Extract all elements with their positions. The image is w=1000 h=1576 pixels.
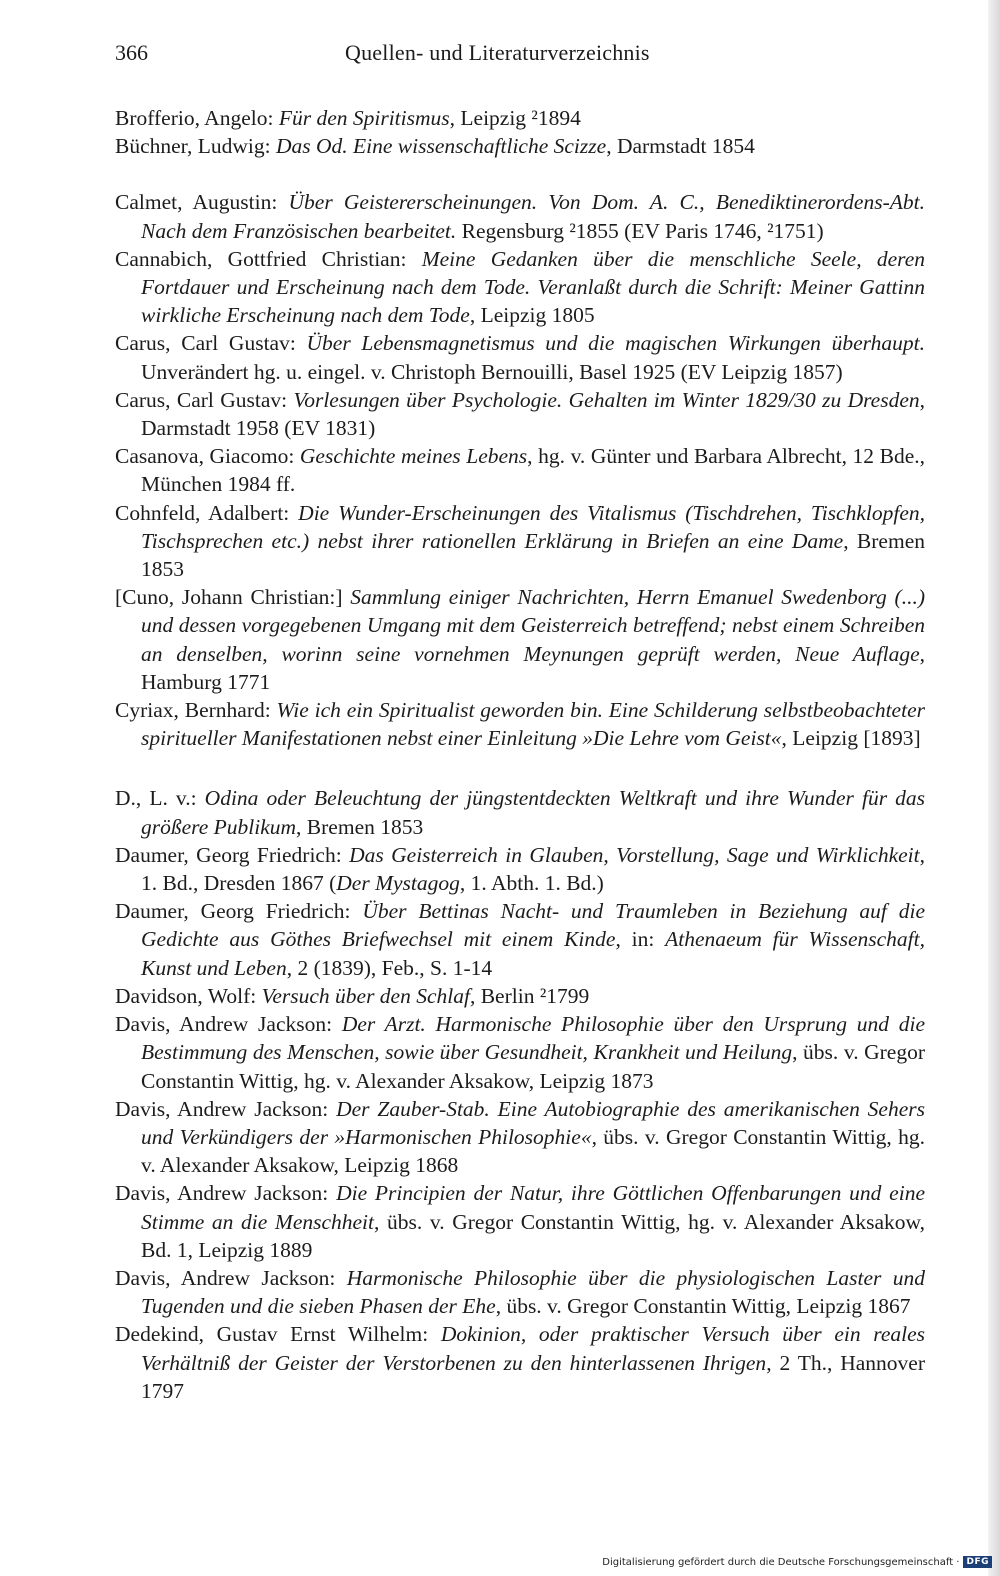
- entry-text: , 2 Th., Hannover 1797: [141, 1350, 925, 1403]
- entry-text: D., L. v.:: [115, 786, 205, 811]
- entry-text: Daumer, Georg Friedrich:: [115, 899, 363, 924]
- entry-text: Dedekind, Gustav Ernst Wilhelm:: [115, 1322, 441, 1347]
- entry-title: Odina oder Beleuchtung der jüngstentdeckten Weltkraft und ihre Wunder für das größere Publikum: [141, 786, 925, 839]
- entry-title: Über Bettinas Nacht- und Traumleben in Beziehung auf die Gedichte aus Göthes Briefwechsel mit einem Kinde: [141, 899, 925, 952]
- bibliography-entry: [115, 982, 925, 1010]
- entry-title: Meine Gedanken über die menschliche Seele, deren Fortdauer und Erscheinung nach dem Tode. Veranlaßt durch die Schrift: Meiner Gattinn wirkliche Erscheinung nach dem Tode: [141, 246, 925, 328]
- entry-title: Vorlesungen über Psychologie. Gehalten im Winter 1829/30 zu Dresden: [293, 387, 920, 412]
- entry-text: Casanova, Giacomo:: [115, 444, 300, 469]
- bibliography-entry: [115, 104, 925, 132]
- entry-text: , Darmstadt 1854: [606, 134, 755, 159]
- group-separator: [115, 752, 925, 784]
- entry-text: Davidson, Wolf:: [115, 983, 262, 1008]
- bibliography-entry: [115, 841, 925, 897]
- page-number: 366: [115, 40, 148, 65]
- entry-title: Der Arzt. Harmonische Philosophie über den Ursprung und die Bestimmung des Menschen, sowie über Gesundheit, Krankheit und Heilung: [141, 1012, 925, 1065]
- bibliography-entry: [115, 1179, 925, 1264]
- entry-text: , Hamburg 1771: [141, 641, 925, 694]
- entry-title: Wie ich ein Spiritualist geworden bin. Eine Schilderung selbstbeobachteter spiritueller Manifestationen nebst einer Einleitung »Die Lehre vom Geist«: [141, 698, 925, 751]
- entry-text: Brofferio, Angelo:: [115, 106, 279, 130]
- footer-text: Digitalisierung gefördert durch die Deutsche Forschungsgemeinschaft ·: [602, 1556, 960, 1568]
- letter-group: [115, 784, 925, 1404]
- entry-text: Carus, Carl Gustav:: [115, 331, 307, 356]
- bibliography-entry: [115, 442, 925, 498]
- bibliography-entry: [115, 329, 925, 385]
- entry-text: Unverändert hg. u. eingel. v. Christoph Bernouilli, Basel 1925 (EV Leipzig 1857): [141, 359, 843, 384]
- entry-title: Der Zauber-Stab. Eine Autobiographie des amerikanischen Sehers und Verkündigers der »Harmonischen Philosophie«: [141, 1096, 925, 1149]
- entry-text: Daumer, Georg Friedrich:: [115, 842, 350, 867]
- bibliography-entry: [115, 784, 925, 840]
- entry-text: , Berlin ²1799: [469, 983, 590, 1008]
- entry-text: , Leipzig 1805: [469, 303, 595, 328]
- entry-title: Über Lebensmagnetismus und die magischen Wirkungen überhaupt.: [306, 331, 925, 356]
- bibliography-entry: [115, 499, 925, 584]
- entry-text: Davis, Andrew Jackson:: [115, 1265, 347, 1290]
- bibliography-list: [115, 104, 925, 1405]
- dfg-logo: DFG: [963, 1556, 992, 1568]
- entry-text: Calmet, Augustin:: [115, 190, 289, 215]
- entry-text: , übs. v. Gregor Constantin Wittig, hg. v. Alexander Aksakow, Bd. 1, Leipzig 1889: [141, 1209, 925, 1262]
- entry-title: Das Od. Eine wissenschaftliche Scizze: [275, 134, 607, 159]
- entry-title: Das Geisterreich in Glauben, Vorstellung, Sage und Wirklichkeit: [349, 842, 920, 867]
- entry-text: [Cuno, Johann Christian:]: [115, 585, 351, 610]
- entry-title: Athenaeum für Wissenschaft, Kunst und Leben: [141, 927, 926, 980]
- entry-title: Über Geistererscheinungen. Von Dom. A. C., Benediktinerordens-Abt. Nach dem Französischen bearbeitet.: [141, 190, 925, 243]
- bibliography-entry: [115, 897, 925, 982]
- bibliography-entry: [115, 1320, 925, 1405]
- entry-text: , Leipzig [1893]: [781, 726, 921, 751]
- entry-title: Versuch über den Schlaf: [261, 983, 470, 1008]
- bibliography-entry: [115, 1010, 925, 1095]
- entry-text: , Leipzig ²1894: [449, 106, 581, 130]
- entry-text: , 1. Bd., Dresden 1867 (: [141, 842, 925, 896]
- entry-text: , hg. v. Günter und Barbara Albrecht, 12 Bde., München 1984 ff.: [141, 444, 926, 497]
- entry-title: Harmonische Philosophie über die physiologischen Laster und Tugenden und die sieben Phasen der Ehe: [141, 1265, 925, 1319]
- letter-group: [115, 104, 925, 160]
- letter-group: [115, 188, 925, 752]
- entry-text: Cyriax, Bernhard:: [115, 698, 277, 723]
- entry-text: , übs. v. Gregor Constantin Wittig, hg. v. Alexander Aksakow, Leipzig 1873: [141, 1040, 926, 1093]
- entry-text: , in:: [615, 927, 666, 952]
- entry-text: Davis, Andrew Jackson:: [115, 1181, 337, 1206]
- entry-title: Die Principien der Natur, ihre Göttlichen Offenbarungen und eine Stimme an die Menschheit: [141, 1181, 925, 1234]
- entry-text: , übs. v. Gregor Constantin Wittig, hg. v. Alexander Aksakow, Leipzig 1868: [141, 1124, 926, 1178]
- entry-text: Cohnfeld, Adalbert:: [115, 500, 299, 525]
- entry-title: Die Wunder-Erscheinungen des Vitalismus (Tischdrehen, Tischklopfen, Tischsprechen etc.) nebst ihrer rationellen Erklärung in Briefen an eine Dame: [141, 500, 925, 553]
- entry-text: , 1. Abth. 1. Bd.): [459, 871, 604, 896]
- entry-title: Dokinion, oder praktischer Versuch über ein reales Verhältniß der Geister der Verstorbenen zu den hinterlassenen Ihrigen: [141, 1322, 925, 1375]
- running-title: Quellen- und Literaturverzeichnis: [345, 40, 650, 65]
- entry-text: Davis, Andrew Jackson:: [115, 1012, 342, 1037]
- entry-text: Regensburg ²1855 (EV Paris 1746, ²1751): [456, 218, 824, 243]
- entry-text: , 2 (1839), Feb., S. 1-14: [286, 955, 493, 980]
- entry-title: Für den Spiritismus: [278, 106, 450, 130]
- entry-title: Geschichte meines Lebens: [299, 444, 528, 469]
- entry-text: , Bremen 1853: [141, 528, 925, 582]
- entry-title: Der Mystagog: [336, 871, 460, 896]
- bibliography-entry: [115, 188, 925, 244]
- entry-text: Davis, Andrew Jackson:: [115, 1096, 337, 1121]
- page-header: [115, 40, 925, 70]
- group-separator: [115, 160, 925, 188]
- entry-text: Büchner, Ludwig:: [115, 134, 276, 159]
- bibliography-entry: [115, 132, 925, 160]
- entry-title: Sammlung einiger Nachrichten, Herrn Emanuel Swedenborg (...) und dessen vorgegebenen Umgang mit dem Geisterreich betreffend; nebst einem Schreiben an denselben, worinn seine vornehmen Meynungen geprüft werden, Neue Auflage: [141, 585, 925, 666]
- page-edge-shadow: [988, 0, 1000, 1576]
- entry-text: , Darmstadt 1958 (EV 1831): [141, 387, 926, 441]
- bibliography-entry: [115, 245, 925, 330]
- entry-text: Carus, Carl Gustav:: [115, 387, 294, 412]
- entry-text: , Bremen 1853: [296, 814, 424, 839]
- bibliography-entry: [115, 1264, 925, 1320]
- bibliography-entry: [115, 1095, 925, 1180]
- bibliography-entry: [115, 696, 925, 752]
- bibliography-entry: [115, 386, 925, 442]
- entry-text: Cannabich, Gottfried Christian:: [115, 246, 422, 271]
- digitization-footer: [602, 1556, 992, 1568]
- entry-text: , übs. v. Gregor Constantin Wittig, Leipzig 1867: [495, 1294, 911, 1319]
- bibliography-entry: [115, 583, 925, 696]
